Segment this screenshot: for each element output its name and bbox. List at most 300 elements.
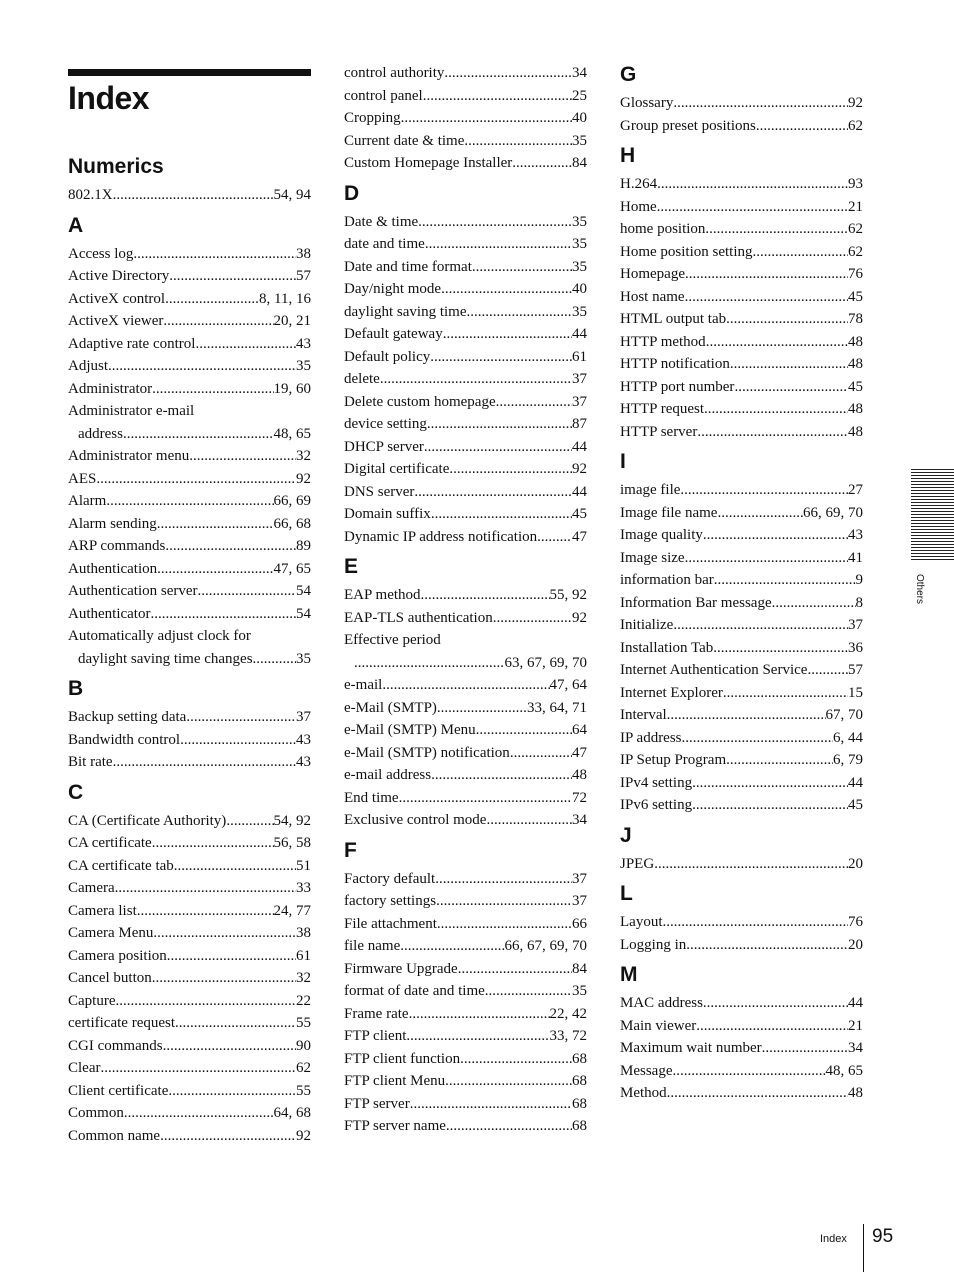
index-section: [620, 881, 863, 956]
dot-leader: [714, 569, 856, 592]
index-term: Main viewer: [620, 1017, 697, 1034]
page-references: 54: [296, 605, 311, 622]
page-references: 27: [848, 482, 863, 498]
index-entry: [344, 211, 587, 234]
index-term: Access log: [68, 245, 134, 262]
index-term: Homepage: [620, 266, 685, 282]
index-term: Date & time: [344, 213, 419, 230]
index-entry: [68, 900, 311, 923]
dot-leader: [195, 333, 296, 356]
page-references: 20: [848, 936, 863, 953]
page-references: 22: [296, 992, 311, 1009]
index-term: HTML output tab: [620, 311, 727, 327]
index-entry: [68, 1057, 311, 1080]
index-term: ActiveX control: [68, 290, 166, 307]
index-term: JPEG: [620, 855, 655, 872]
dot-leader: [512, 152, 572, 175]
dot-leader: [115, 877, 296, 900]
dot-leader: [717, 502, 803, 525]
index-term: Camera list: [68, 902, 137, 919]
index-entry: [620, 218, 863, 241]
side-tab-label: Others: [914, 573, 925, 604]
index-entry: [620, 749, 863, 772]
dot-leader: [174, 855, 296, 878]
index-term: Default policy: [344, 348, 431, 365]
page-references: 51: [296, 857, 311, 874]
index-term: format of date and time: [344, 983, 485, 999]
section-heading: B: [68, 677, 84, 700]
index-section: [620, 449, 863, 817]
dot-leader: [157, 513, 274, 536]
index-term: Internet Explorer: [620, 684, 723, 701]
index-term: Layout: [620, 914, 663, 930]
index-term: ARP commands: [68, 538, 166, 554]
page-references: 92: [572, 609, 587, 626]
dot-leader: [458, 958, 572, 981]
index-entry: [68, 378, 311, 401]
page-references: 44: [572, 483, 587, 500]
page-references: 48, 65: [825, 1062, 863, 1079]
index-term: Camera: [68, 880, 115, 896]
dot-leader: [441, 278, 572, 301]
index-entry: [344, 913, 587, 936]
index-term: device setting: [344, 416, 427, 432]
page-references: 54, 94: [273, 187, 311, 203]
index-entry: [68, 1080, 311, 1103]
index-entry: [68, 706, 311, 729]
index-entry: [68, 445, 311, 468]
index-entry: [620, 934, 863, 957]
page-references: 47: [572, 744, 587, 761]
index-entry: [620, 704, 863, 727]
index-term: information bar: [620, 572, 714, 588]
dot-leader: [180, 729, 296, 752]
index-entry: [344, 233, 587, 256]
index-term: Active Directory: [68, 268, 170, 284]
page-references: 22, 42: [549, 1005, 587, 1022]
index-term: Capture: [68, 992, 116, 1009]
page-references: 38: [296, 925, 311, 941]
page-references: 21: [848, 198, 863, 215]
dot-leader: [414, 481, 572, 504]
dot-leader: [772, 592, 856, 615]
index-entry: [344, 107, 587, 130]
index-entry: [344, 787, 587, 810]
dot-leader: [703, 992, 848, 1015]
section-heading: L: [620, 882, 633, 905]
dot-leader: [168, 1080, 296, 1103]
dot-leader: [657, 173, 848, 196]
index-entry: [620, 524, 863, 547]
index-term: Administrator e-mail: [68, 403, 195, 419]
index-entry: [344, 764, 587, 787]
index-term: e-Mail (SMTP): [344, 699, 437, 716]
page-references: 54: [296, 583, 311, 599]
index-entry: [620, 479, 863, 502]
index-entry: [68, 355, 311, 378]
index-term: IPv6 setting: [620, 797, 693, 813]
index-entry: [68, 625, 311, 670]
dot-leader: [150, 603, 296, 626]
index-term: FTP server: [344, 1095, 410, 1112]
index-term: Alarm sending: [68, 515, 157, 532]
page-references: 45: [572, 506, 587, 522]
page-references: 61: [296, 947, 311, 964]
index-term: File attachment: [344, 915, 437, 932]
index-term: Image size: [620, 549, 685, 566]
footer-divider: [863, 1224, 864, 1272]
index-entry: [620, 421, 863, 444]
index-entry: [344, 130, 587, 153]
index-entry: [344, 1115, 587, 1138]
page-references: 32: [296, 970, 311, 986]
index-term: Bandwidth control: [68, 731, 181, 748]
dot-leader: [163, 310, 273, 333]
page-references: 54, 92: [273, 812, 311, 829]
index-term: Current date & time: [344, 132, 465, 149]
page-references: 62: [848, 117, 863, 134]
index-entry: [344, 278, 587, 301]
index-term: daylight saving time: [344, 303, 467, 320]
dot-leader: [673, 614, 848, 637]
dot-leader: [425, 233, 572, 256]
index-term: Alarm: [68, 493, 107, 509]
page-references: 66, 69: [273, 493, 311, 509]
dot-leader: [485, 980, 572, 1003]
dot-leader: [692, 772, 848, 795]
index-term: DHCP server: [344, 438, 424, 455]
index-term: Camera Menu: [68, 925, 154, 941]
index-entry: [68, 558, 311, 581]
index-entry: [68, 810, 311, 833]
index-term: IP address: [620, 729, 682, 746]
page-references: 35: [572, 303, 587, 320]
dot-leader: [123, 423, 274, 446]
index-entry: [344, 935, 587, 958]
index-entry: [344, 584, 587, 607]
dot-leader: [697, 421, 848, 444]
section-heading: I: [620, 450, 626, 473]
index-term: Adaptive rate control: [68, 335, 196, 352]
dot-leader: [106, 490, 273, 513]
page-references: 8, 11, 16: [259, 290, 311, 307]
dot-leader: [460, 1048, 572, 1071]
dot-leader: [510, 742, 572, 765]
index-entry: [620, 1037, 863, 1060]
index-entry: [68, 243, 311, 266]
index-entry: [68, 877, 311, 900]
index-term: IPv4 setting: [620, 774, 693, 791]
dot-leader: [682, 727, 833, 750]
dot-leader: [115, 990, 296, 1013]
index-term: e-mail: [344, 677, 383, 693]
index-entry: [68, 1125, 311, 1148]
dot-leader: [152, 967, 296, 990]
section-heading: G: [620, 63, 637, 86]
section-heading: F: [344, 838, 357, 862]
index-column-3: [620, 62, 863, 1105]
index-term: Administrator: [68, 380, 153, 397]
dot-leader: [165, 288, 259, 311]
index-entry: [620, 992, 863, 1015]
index-term: Host name: [620, 288, 685, 305]
page-references: 43: [296, 335, 311, 352]
dot-leader: [686, 934, 848, 957]
dot-leader: [380, 368, 572, 391]
page-references: 55: [296, 1082, 311, 1099]
index-entry: [344, 809, 587, 832]
index-entry: [620, 308, 863, 331]
dot-leader: [409, 1003, 550, 1026]
dot-leader: [537, 526, 572, 549]
page-references: 84: [572, 155, 587, 171]
page-references: 92: [848, 95, 863, 111]
dot-leader: [446, 1115, 572, 1138]
index-term: HTTP request: [620, 401, 705, 417]
page-references: 34: [848, 1040, 863, 1056]
index-entry: [68, 1102, 311, 1125]
index-term: file name: [344, 938, 401, 954]
index-term: H.264: [620, 176, 658, 192]
page-references: 87: [572, 416, 587, 432]
page-references: 19, 60: [273, 380, 311, 397]
index-term: factory settings: [344, 893, 437, 909]
dot-leader: [133, 243, 296, 266]
index-section: [620, 62, 863, 137]
index-term: Camera position: [68, 947, 167, 964]
page-references: 78: [848, 311, 863, 327]
page-references: 68: [572, 1095, 587, 1112]
page-references: 76: [848, 914, 863, 930]
page-references: 35: [572, 258, 587, 275]
index-entry: [344, 697, 587, 720]
page-references: 48: [848, 401, 863, 417]
dot-leader: [692, 794, 848, 817]
index-entry: [620, 502, 863, 525]
page-references: 47: [572, 528, 587, 545]
page-references: 37: [296, 709, 311, 725]
page-references: 24, 77: [273, 902, 311, 919]
index-entry: [68, 468, 311, 491]
index-entry: [68, 967, 311, 990]
page-references: 43: [296, 754, 311, 770]
index-entry: [620, 1082, 863, 1105]
index-term: Default gateway: [344, 326, 443, 342]
dot-leader: [680, 479, 848, 502]
index-section: [344, 62, 587, 175]
page-references: 67, 70: [825, 707, 863, 723]
dot-leader: [667, 1082, 848, 1105]
page-references: 37: [572, 371, 587, 387]
page-references: 92: [296, 1127, 311, 1144]
index-entry: [68, 832, 311, 855]
dot-leader: [444, 62, 572, 85]
index-term: image file: [620, 482, 681, 498]
index-entry: [68, 1035, 311, 1058]
index-entry: [620, 569, 863, 592]
index-term: control panel: [344, 87, 423, 104]
page-references: 35: [572, 236, 587, 252]
index-entry: [344, 458, 587, 481]
index-term: EAP-TLS authentication: [344, 609, 493, 626]
index-term: HTTP method: [620, 333, 706, 350]
index-term: Common: [68, 1105, 124, 1121]
dot-leader: [706, 331, 848, 354]
index-term: Cancel button: [68, 970, 152, 986]
dot-leader: [685, 263, 848, 286]
dot-leader: [654, 853, 848, 876]
dot-leader: [443, 323, 572, 346]
index-entry: [344, 391, 587, 414]
index-entry: [620, 592, 863, 615]
dot-leader: [436, 890, 572, 913]
index-term: HTTP port number: [620, 378, 735, 395]
dot-leader: [198, 580, 296, 603]
dot-leader: [734, 376, 848, 399]
index-entry: [344, 607, 587, 630]
index-term: Logging in: [620, 936, 687, 953]
page-references: 68: [572, 1118, 587, 1134]
side-tab-marker: [911, 469, 954, 560]
index-section: [68, 154, 311, 207]
page-number: 95: [872, 1226, 894, 1247]
index-entry: [68, 751, 311, 774]
dot-leader: [431, 764, 572, 787]
dot-leader: [703, 524, 848, 547]
dot-leader: [163, 1035, 296, 1058]
section-heading: E: [344, 555, 359, 578]
page-references: 35: [296, 358, 311, 374]
index-entry: [620, 263, 863, 286]
page-references: 6, 79: [833, 752, 863, 768]
dot-leader: [726, 308, 848, 331]
index-entry: [620, 173, 863, 196]
section-heading: Numerics: [68, 155, 164, 178]
index-entry: [68, 513, 311, 536]
index-entry: [68, 310, 311, 333]
index-term: Method: [620, 1085, 667, 1101]
dot-leader: [113, 184, 274, 207]
index-entry: [344, 719, 587, 742]
index-term-continuation: address: [78, 425, 123, 442]
index-entry: [344, 980, 587, 1003]
dot-leader: [430, 346, 572, 369]
index-entry: [68, 990, 311, 1013]
index-term: Automatically adjust clock for: [68, 628, 251, 644]
dot-leader: [657, 196, 848, 219]
page-references: 35: [572, 983, 587, 999]
page-references: 36: [848, 639, 863, 656]
page-references: 35: [296, 650, 311, 667]
dot-leader: [160, 1125, 296, 1148]
page-references: 47, 64: [549, 677, 587, 693]
index-entry: [620, 682, 863, 705]
dot-leader: [137, 900, 274, 923]
dot-leader: [410, 1093, 572, 1116]
page-references: 37: [572, 893, 587, 909]
section-heading: H: [620, 144, 636, 167]
index-term: Frame rate: [344, 1005, 409, 1022]
index-entry: [344, 674, 587, 697]
index-term: Authentication server: [68, 583, 198, 599]
dot-leader: [421, 584, 550, 607]
dot-leader: [382, 674, 549, 697]
index-term: Maximum wait number: [620, 1040, 762, 1056]
index-section: [68, 676, 311, 774]
index-term: 802.1X: [68, 187, 113, 203]
page-references: 45: [848, 288, 863, 305]
index-entry: [344, 256, 587, 279]
page-references: 48: [572, 767, 587, 783]
dot-leader: [486, 809, 572, 832]
index-entry: [620, 196, 863, 219]
section-heading: A: [68, 213, 84, 237]
page-references: 64: [572, 722, 587, 738]
dot-leader: [713, 637, 848, 660]
index-term: CA (Certificate Authority): [68, 812, 227, 829]
index-entry: [344, 85, 587, 108]
index-entry: [620, 853, 863, 876]
dot-leader: [401, 107, 572, 130]
index-term: Initialize: [620, 617, 674, 633]
page-references: 66, 68: [273, 515, 311, 532]
dot-leader: [400, 935, 504, 958]
index-entry: [620, 241, 863, 264]
index-term: certificate request: [68, 1015, 176, 1031]
page-references: 48: [848, 423, 863, 440]
page-references: 33: [296, 880, 311, 896]
dot-leader: [464, 130, 572, 153]
title-rule: [68, 69, 311, 76]
index-entry: [620, 911, 863, 934]
dot-leader: [354, 652, 505, 675]
dot-leader: [153, 922, 296, 945]
page-references: 93: [848, 176, 863, 192]
index-entry: [68, 265, 311, 288]
page-references: 43: [848, 527, 863, 543]
page-references: 20, 21: [273, 313, 311, 329]
page-references: 55: [296, 1015, 311, 1031]
index-term: e-Mail (SMTP) Menu: [344, 722, 476, 738]
dot-leader: [723, 682, 848, 705]
dot-leader: [427, 413, 572, 436]
index-entry: [344, 152, 587, 175]
index-entry: [344, 890, 587, 913]
page-references: 34: [572, 65, 587, 81]
index-term: IP Setup Program: [620, 752, 727, 768]
index-entry: [344, 1025, 587, 1048]
index-entry: [620, 331, 863, 354]
page-references: 44: [572, 438, 587, 455]
index-term: Glossary: [620, 95, 674, 111]
dot-leader: [175, 1012, 296, 1035]
index-entry: [344, 1093, 587, 1116]
index-term: Home: [620, 198, 657, 215]
index-term: delete: [344, 371, 380, 387]
dot-leader: [696, 1015, 848, 1038]
page-references: 57: [296, 268, 311, 284]
dot-leader: [226, 810, 273, 833]
dot-leader: [449, 458, 572, 481]
page-references: 92: [572, 461, 587, 477]
page-references: 38: [296, 245, 311, 262]
dot-leader: [437, 697, 527, 720]
index-entry: [68, 729, 311, 752]
index-entry: [68, 1012, 311, 1035]
index-term: Client certificate: [68, 1082, 169, 1099]
section-heading: C: [68, 780, 84, 804]
index-term: Digital certificate: [344, 461, 450, 477]
